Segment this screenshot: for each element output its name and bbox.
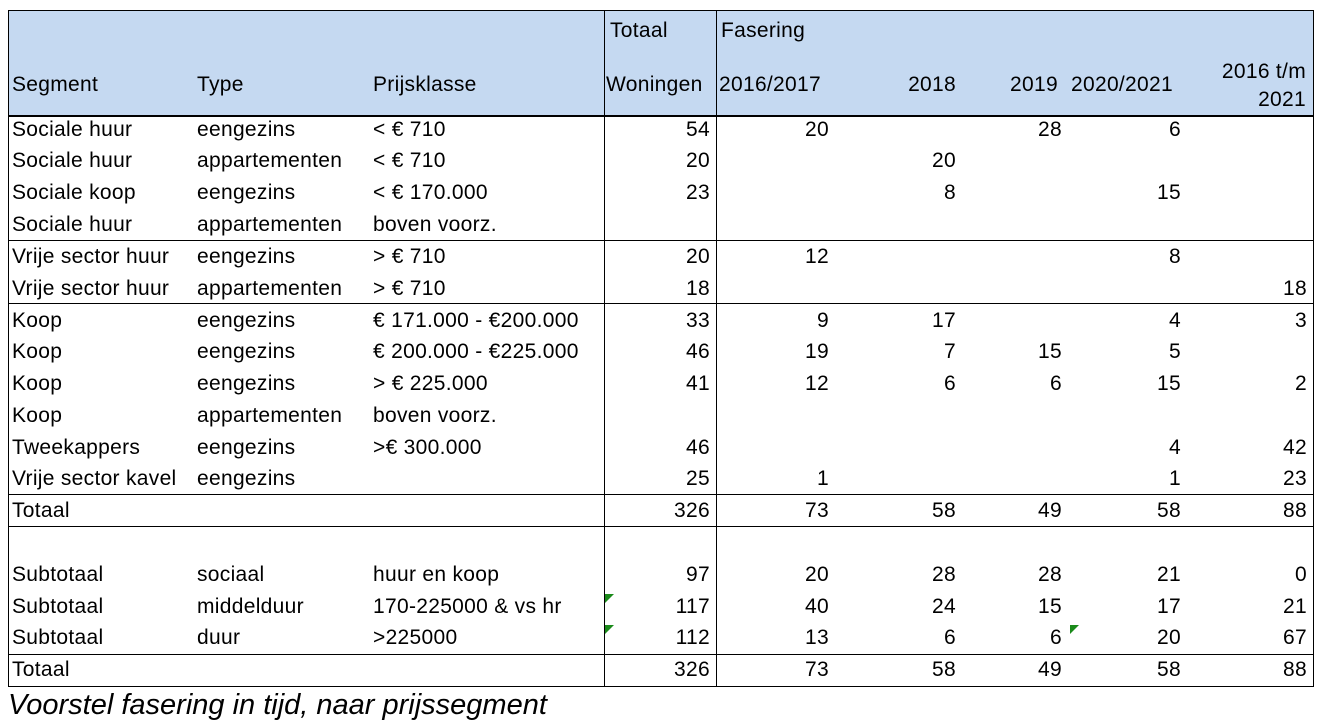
cell-prijsklasse: >€ 300.000	[373, 436, 482, 459]
cell-type: appartementen	[197, 404, 343, 427]
cell-2018: 7	[944, 340, 956, 363]
cell-totaal: 97	[686, 563, 710, 586]
cell-segment: Totaal	[12, 499, 70, 522]
cell-type: appartementen	[197, 277, 343, 300]
cell-type: appartementen	[197, 213, 343, 236]
header-totaal: Totaal	[610, 19, 668, 42]
cell-segment: Sociale huur	[12, 149, 133, 172]
cell-2020-2021: 20	[1157, 626, 1181, 649]
header-segment: Segment	[12, 73, 99, 96]
cell-prijsklasse: € 200.000 - €225.000	[373, 340, 579, 363]
border-group-1	[8, 240, 1314, 241]
cell-prijsklasse: < € 710	[373, 118, 446, 141]
cell-type: eengezins	[197, 118, 296, 141]
cell-type: eengezins	[197, 340, 296, 363]
cell-totaal: 33	[686, 309, 710, 332]
header-woningen: Woningen	[606, 73, 703, 96]
cell-2016-2017: 19	[805, 340, 829, 363]
cell-segment: Koop	[12, 404, 63, 427]
cell-2018: 58	[932, 499, 956, 522]
cell-segment: Koop	[12, 340, 63, 363]
cell-segment: Koop	[12, 309, 63, 332]
cell-prijsklasse: > € 710	[373, 277, 446, 300]
cell-segment: Sociale huur	[12, 118, 133, 141]
comment-marker	[605, 625, 614, 634]
cell-segment: Koop	[12, 372, 63, 395]
cell-2019: 6	[1050, 372, 1062, 395]
cell-2018: 24	[932, 595, 956, 618]
cell-type: eengezins	[197, 181, 296, 204]
border-top	[8, 10, 1314, 11]
cell-2020-2021: 58	[1157, 499, 1181, 522]
cell-type: eengezins	[197, 436, 296, 459]
header-2020-2021: 2020/2021	[1071, 73, 1173, 96]
cell-prijsklasse: < € 170.000	[373, 181, 488, 204]
cell-prijsklasse: € 171.000 - €200.000	[373, 309, 579, 332]
border-header-bottom	[8, 115, 1314, 117]
cell-2018: 6	[944, 372, 956, 395]
header-2019: 2019	[1010, 73, 1058, 96]
border-totaal-col-right	[716, 10, 717, 687]
cell-2019: 6	[1050, 626, 1062, 649]
cell-segment: Sociale koop	[12, 181, 136, 204]
cell-2016-2017: 12	[805, 372, 829, 395]
cell-2019: 15	[1038, 595, 1062, 618]
cell-type: middelduur	[197, 595, 304, 618]
cell-2016-2017: 9	[817, 309, 829, 332]
cell-2020-2021: 6	[1169, 118, 1181, 141]
cell-segment: Subtotaal	[12, 595, 104, 618]
cell-2016-2017: 73	[805, 499, 829, 522]
cell-segment: Subtotaal	[12, 626, 104, 649]
cell-total: 23	[1283, 467, 1307, 490]
border-group-2	[8, 303, 1314, 304]
cell-prijsklasse: huur en koop	[373, 563, 500, 586]
cell-totaal: 41	[686, 372, 710, 395]
cell-segment: Tweekappers	[12, 436, 141, 459]
cell-2019: 15	[1038, 340, 1062, 363]
cell-type: eengezins	[197, 467, 296, 490]
cell-prijsklasse: 170-225000 & vs hr	[373, 595, 562, 618]
cell-totaal: 23	[686, 181, 710, 204]
cell-2016-2017: 20	[805, 118, 829, 141]
cell-segment: Vrije sector huur	[12, 245, 170, 268]
cell-total: 88	[1283, 499, 1307, 522]
cell-totaal: 46	[686, 340, 710, 363]
cell-2018: 58	[932, 658, 956, 681]
cell-2018: 8	[944, 181, 956, 204]
cell-segment: Totaal	[12, 658, 70, 681]
cell-2016-2017: 1	[817, 467, 829, 490]
caption: Voorstel fasering in tijd, naar prijssegment	[8, 689, 547, 721]
cell-total: 2	[1295, 372, 1307, 395]
cell-2020-2021: 17	[1157, 595, 1181, 618]
cell-total: 3	[1295, 309, 1307, 332]
cell-2020-2021: 1	[1169, 467, 1181, 490]
cell-total: 18	[1283, 277, 1307, 300]
cell-totaal: 326	[674, 658, 710, 681]
cell-2016-2017: 40	[805, 595, 829, 618]
header-2018: 2018	[908, 73, 956, 96]
cell-total: 88	[1283, 658, 1307, 681]
cell-totaal: 20	[686, 149, 710, 172]
border-totaal-top	[8, 494, 1314, 495]
cell-type: duur	[197, 626, 241, 649]
cell-totaal: 117	[675, 595, 710, 618]
cell-2018: 28	[932, 563, 956, 586]
header-type: Type	[197, 73, 244, 96]
cell-total: 21	[1283, 595, 1307, 618]
cell-prijsklasse: > € 710	[373, 245, 446, 268]
border-totaal-col-left	[604, 10, 605, 687]
cell-segment: Vrije sector huur	[12, 277, 170, 300]
cell-2019: 28	[1038, 118, 1062, 141]
header-total-line2: 2021	[1258, 88, 1306, 111]
cell-2020-2021: 8	[1169, 245, 1181, 268]
cell-prijsklasse: >225000	[373, 626, 458, 649]
cell-type: sociaal	[197, 563, 265, 586]
cell-2018: 6	[944, 626, 956, 649]
cell-segment: Vrije sector kavel	[12, 467, 177, 490]
cell-total: 42	[1283, 436, 1307, 459]
border-totaal2-top	[8, 654, 1314, 655]
cell-segment: Subtotaal	[12, 563, 104, 586]
cell-2019: 28	[1038, 563, 1062, 586]
cell-total: 0	[1295, 563, 1307, 586]
cell-prijsklasse: boven voorz.	[373, 213, 497, 236]
border-totaal-bottom	[8, 526, 1314, 527]
cell-totaal: 112	[675, 626, 710, 649]
cell-type: eengezins	[197, 372, 296, 395]
cell-totaal: 54	[686, 118, 710, 141]
cell-type: eengezins	[197, 245, 296, 268]
cell-totaal: 20	[686, 245, 710, 268]
border-left	[8, 10, 9, 687]
cell-totaal: 326	[674, 499, 710, 522]
cell-2016-2017: 73	[805, 658, 829, 681]
cell-2020-2021: 5	[1169, 340, 1181, 363]
cell-2020-2021: 15	[1157, 372, 1181, 395]
cell-prijsklasse: > € 225.000	[373, 372, 488, 395]
cell-2016-2017: 13	[805, 626, 829, 649]
header-fasering: Fasering	[721, 19, 806, 42]
cell-type: appartementen	[197, 149, 343, 172]
cell-2016-2017: 20	[805, 563, 829, 586]
cell-2018: 17	[932, 309, 956, 332]
border-right	[1313, 10, 1314, 687]
cell-prijsklasse: < € 710	[373, 149, 446, 172]
border-bottom	[8, 686, 1314, 687]
cell-2020-2021: 21	[1157, 563, 1181, 586]
cell-2016-2017: 12	[805, 245, 829, 268]
cell-2019: 49	[1038, 499, 1062, 522]
comment-marker	[605, 594, 614, 603]
cell-segment: Sociale huur	[12, 213, 133, 236]
cell-2020-2021: 58	[1157, 658, 1181, 681]
header-2016-2017: 2016/2017	[719, 73, 821, 96]
cell-2020-2021: 4	[1169, 309, 1181, 332]
header-total-line1: 2016 t/m	[1221, 60, 1306, 83]
cell-2020-2021: 15	[1157, 181, 1181, 204]
cell-prijsklasse: boven voorz.	[373, 404, 497, 427]
cell-2019: 49	[1038, 658, 1062, 681]
cell-totaal: 46	[686, 436, 710, 459]
cell-totaal: 25	[686, 467, 710, 490]
cell-totaal: 18	[686, 277, 710, 300]
cell-2018: 20	[932, 149, 956, 172]
cell-total: 67	[1283, 626, 1307, 649]
comment-marker	[1070, 625, 1079, 634]
header-prijsklasse: Prijsklasse	[373, 73, 477, 96]
cell-type: eengezins	[197, 309, 296, 332]
cell-2020-2021: 4	[1169, 436, 1181, 459]
